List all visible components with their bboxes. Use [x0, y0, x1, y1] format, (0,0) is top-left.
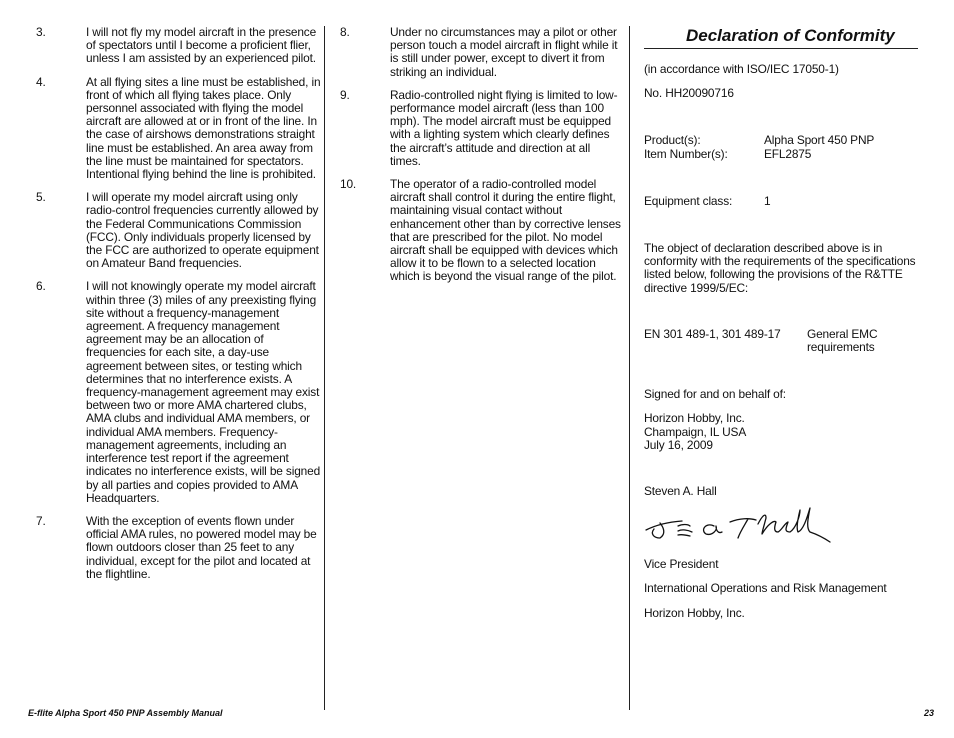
list-item: [36, 515, 322, 581]
list-item: [340, 89, 624, 168]
item-number: 7.: [36, 513, 46, 528]
signed-for: Signed for and on behalf of:: [644, 387, 786, 402]
list-item: [340, 178, 624, 284]
signer-role: Vice President: [644, 557, 719, 572]
item-label: Item Number(s):: [644, 146, 728, 161]
item-number: 5.: [36, 190, 46, 205]
list-item: [36, 280, 322, 504]
declaration-number: No. HH20090716: [644, 86, 734, 101]
accordance-text: (in accordance with ISO/IEC 17050-1): [644, 62, 839, 76]
item-number: 10.: [340, 177, 357, 192]
class-value: 1: [764, 193, 771, 208]
item-text: Radio-controlled night flying is limited to low-performance model aircraft (less than 100 mph). The model aircraft must be equipped with a lighting system which clearly defines the aircraft’s attitude and direction at all times.: [390, 87, 618, 168]
department: International Operations and Risk Management: [644, 581, 887, 596]
item-text: Under no circumstances may a pilot or other person touch a model aircraft in flight while it is still under power, except to divert it from striking an individual.: [390, 25, 618, 79]
class-row: [644, 195, 920, 208]
standard-row: [644, 328, 920, 354]
company-name-2: Horizon Hobby, Inc.: [644, 605, 745, 620]
column-1: [36, 26, 322, 591]
declaration-section: [644, 26, 920, 620]
item-row: [644, 148, 920, 161]
item-number: 4.: [36, 74, 46, 89]
title-underline: [644, 48, 918, 49]
column-2: [340, 26, 624, 294]
item-text: I will not fly my model aircraft in the presence of spectators until I become a proficient flier, unless I am assisted by an experienced pilot.: [86, 25, 317, 66]
list-item: [36, 76, 322, 182]
column-divider-2: [629, 26, 630, 710]
item-text: At all flying sites a line must be established, in front of which all flying takes place. Only personnel associated with flying the model aircraft are allowed at or in front of the line. In the case of airshows demonstrations straight line must be established. An area away from the line must be maintained for spectators. Intentional flying behind the line is prohibited.: [86, 74, 321, 182]
column-divider-1: [324, 26, 325, 710]
item-number: 3.: [36, 25, 46, 39]
company-location: Champaign, IL USA: [644, 424, 747, 439]
item-value: EFL2875: [764, 146, 812, 161]
standard-number: EN 301 489-1, 301 489-17: [644, 326, 781, 341]
object-text: The object of declaration described above is in conformity with the requirements of the specifications listed below, following the provisions of the R&TTE directive 1999/5/EC:: [644, 241, 916, 295]
handwritten-signature: [644, 504, 834, 548]
standard-description: General EMC requirements: [807, 326, 878, 355]
footer-manual-title: E-flite Alpha Sport 450 PNP Assembly Manual: [28, 708, 223, 718]
company-name: Horizon Hobby, Inc.: [644, 411, 745, 426]
item-text: The operator of a radio-controlled model aircraft shall control it during the entire flight, maintaining visual contact without enhancement other than by corrective lenses that are prescribed for the pilot. No model aircraft shall be equipped with devices which allow it to be flown to a selected location which is beyond the visual range of the pilot.: [390, 177, 621, 284]
item-number: 8.: [340, 25, 350, 39]
list-item: [36, 26, 322, 66]
item-text: I will operate my model aircraft using only radio-control frequencies currently allowed by the Federal Communications Commission (FCC). Only individuals properly licensed by the FCC are authorized to operate equipment on Amateur Band frequencies.: [86, 190, 319, 271]
product-label: Product(s):: [644, 133, 701, 148]
product-row: [644, 134, 920, 147]
declaration-date: July 16, 2009: [644, 437, 713, 452]
product-value: Alpha Sport 450 PNP: [764, 133, 875, 148]
item-text: With the exception of events flown under official AMA rules, no powered model may be flown outdoors closer than 25 feet to any individual, except for the pilot and located at the flightline.: [86, 513, 317, 581]
signer-name: Steven A. Hall: [644, 484, 717, 499]
item-number: 6.: [36, 279, 46, 294]
list-item: [36, 191, 322, 270]
list-item: [340, 26, 624, 79]
class-label: Equipment class:: [644, 193, 733, 208]
page-number: 23: [924, 708, 935, 718]
declaration-title: Declaration of Conformity: [686, 26, 895, 45]
item-text: I will not knowingly operate my model aircraft within three (3) miles of any preexisting flying site without a frequency-management agreement. A frequency management agreement may be an allocation of frequencies for each site, a day-use agreement between sites, or testing which determines that no interference exists. A frequency-management agreement may exist between two or more AMA chartered clubs, AMA clubs and individual AMA members, or individual AMA members. Frequency-management agreements, including an interference test report if the agreement indicates no interference exists, will be signed by all parties and copies provided to AMA Headquarters.: [86, 279, 321, 505]
item-number: 9.: [340, 87, 350, 102]
